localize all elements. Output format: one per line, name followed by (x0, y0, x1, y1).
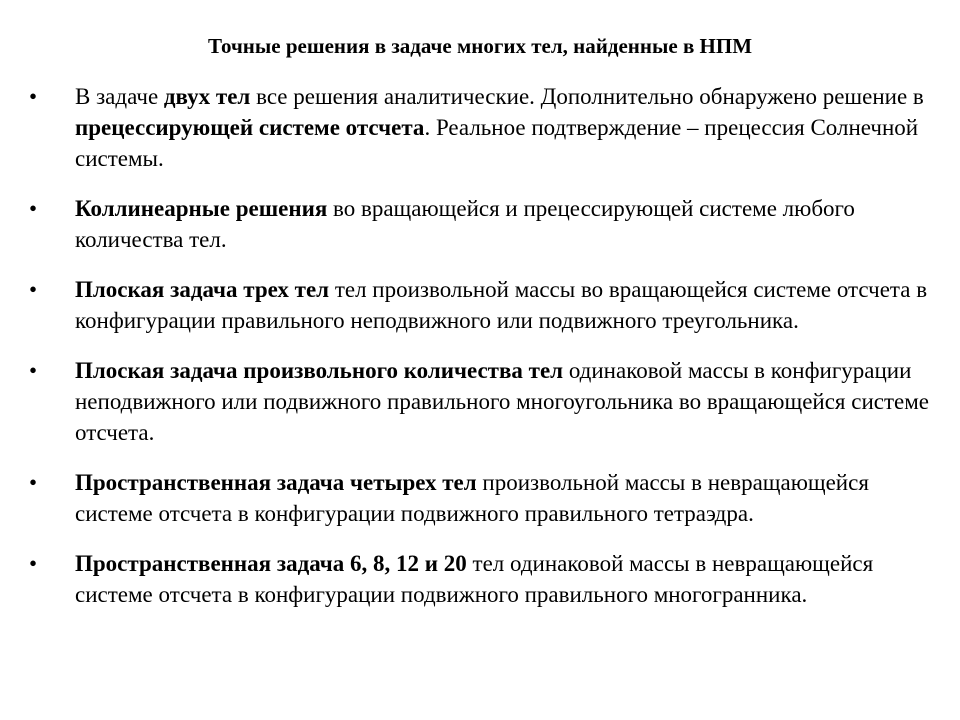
text: во вращающейся и прецессирующей системе любого количества тел. (75, 196, 855, 252)
bullet-item (0, 355, 947, 448)
text: все решения аналитические. Дополнительно обнаружено решение в (250, 84, 924, 109)
bold-text: Плоская задача трех тел (75, 277, 330, 302)
bullet-item (0, 467, 947, 529)
bold-text: Пространственная задача четырех тел (75, 470, 477, 495)
bullet-icon: • (29, 470, 38, 495)
bold-text: прецессирующей системе отсчета (75, 115, 425, 140)
bold-text: Плоская задача произвольного количества тел (75, 358, 564, 383)
slide-title: Точные решения в задаче многих тел, найденные в НПМ (207, 34, 753, 58)
bullet-icon: • (29, 277, 38, 302)
bold-text: Пространственная задача 6, 8, 12 и 20 (75, 551, 467, 576)
bold-text: двух тел (163, 84, 251, 109)
bullet-item (0, 274, 947, 336)
bullet-icon: • (29, 84, 38, 109)
bullet-item (0, 193, 947, 255)
text: тел одинаковой массы в невращающейся системе отсчета в конфигурации подвижного правильного многогранника. (75, 551, 874, 607)
bullet-item (0, 548, 947, 610)
text: тел произвольной массы во вращающейся системе отсчета в конфигурации правильного неподвижного или подвижного треугольника. (75, 277, 928, 333)
text: одинаковой массы в конфигурации неподвижного или подвижного правильного многоугольника во вращающейся системе отсчета. (75, 358, 929, 445)
bullet-item (0, 81, 947, 174)
bullet-list (0, 81, 960, 629)
bullet-icon: • (29, 196, 38, 221)
text: . Реальное подтверждение – прецессия Солнечной системы. (75, 115, 919, 171)
bold-text: Коллинеарные решения (75, 196, 328, 221)
bullet-icon: • (29, 551, 38, 576)
text: произвольной массы в невращающейся системе отсчета в конфигурации подвижного правильного тетраэдра. (75, 470, 869, 526)
text: В задаче (75, 84, 164, 109)
bullet-icon: • (29, 358, 38, 383)
